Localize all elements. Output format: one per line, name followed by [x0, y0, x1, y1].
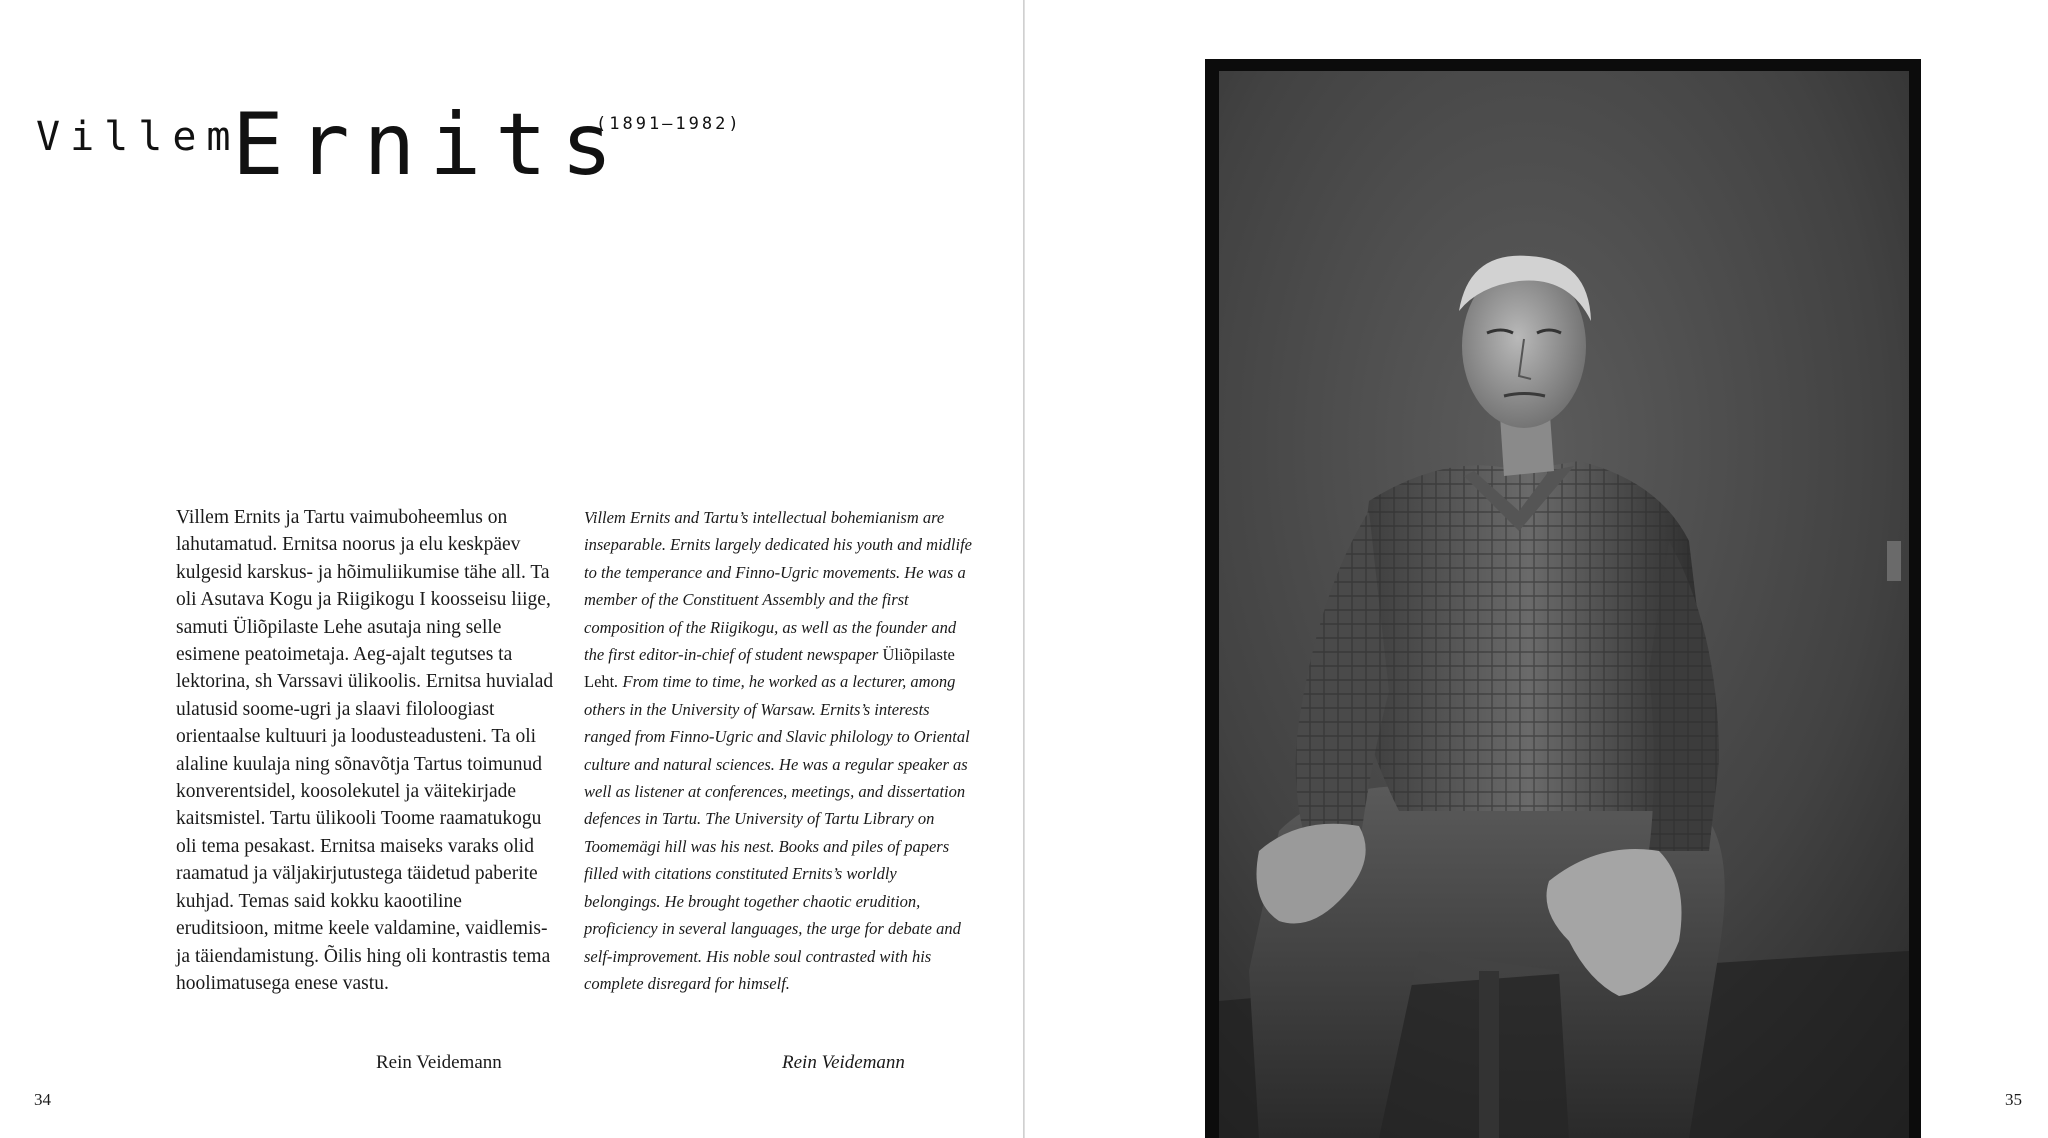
first-name: Villem: [36, 114, 241, 160]
portrait-illustration: [1219, 71, 1909, 1138]
portrait-photo-frame: [1205, 59, 1921, 1138]
last-name: Ernits: [232, 95, 627, 195]
page-number-right: 35: [2005, 1090, 2022, 1109]
newspaper-name: Üliõpilaste Leht: [584, 645, 955, 692]
estonian-text-column: [176, 504, 556, 997]
right-page: [1025, 0, 2048, 1138]
english-paragraph: [584, 504, 976, 997]
page-number-left: 34: [34, 1090, 51, 1109]
estonian-paragraph: Villem Ernits ja Tartu vaimuboheemlus on lahutamatud. Ernitsa noorus ja elu keskpäev kulgesid karskus- ja hõimuliikumise tähe all. Ta oli Asutava Kogu ja Riigikogu I koosseisu liige, samuti Üliõpilaste Lehe asutaja ning selle esimene peatoimetaja. Aeg-ajalt tegutses ta lektorina, sh Varssavi ülikoolis. Ernitsa huvialad ulatusid soome-ugri ja slaavi filoloogiast orientaalse kultuuri ja loodusteadusteni. Ta oli alaline kuulaja ning sõnavõtja Tartus toimunud konverentsidel, koosolekutel ja väitekirjade kaitsmistel. Tartu ülikooli Toome raamatukogu oli tema pesakast. Ernitsa maiseks varaks olid raamatud ja väljakirjutustega täidetud paberite kuhjad. Temas said kokku kaootiline eruditsioon, mitme keele valdamine, vaidlemis- ja täiendamistung. Õilis hing oli kontrastis tema hoolimatusega enese vastu.: [176, 507, 554, 994]
life-years: (1891–1982): [596, 114, 742, 134]
english-text-part2: . From time to time, he worked as a lecturer, among others in the University of Warsaw. Ernits’s interests ranged from Finno-Ugric and Slavic philology to Oriental culture and natural sciences. He was a regular speaker as well as listener at conferences, meetings, and dissertation defences in Tartu. The University of Tartu Library on Toomemägi hill was his nest. Books and piles of papers filled with citations constituted Ernits’s worldly belongings. He brought together chaotic erudition, proficiency in several languages, the urge for debate and self-improvement. His noble soul contrasted with his complete disregard for himself.: [584, 672, 970, 993]
author-english: Rein Veidemann: [782, 1052, 905, 1073]
author-estonian: Rein Veidemann: [376, 1052, 502, 1073]
portrait-photo: [1219, 71, 1909, 1138]
english-text-column: [584, 504, 976, 997]
english-text-part1: Villem Ernits and Tartu’s intellectual bohemianism are inseparable. Ernits largely dedicated his youth and midlife to the temperance and Finno-Ugric movements. He was a member of the Constituent Assembly and the first composition of the Riigikogu, as well as the founder and the first editor-in-chief of student newspaper: [584, 508, 972, 665]
